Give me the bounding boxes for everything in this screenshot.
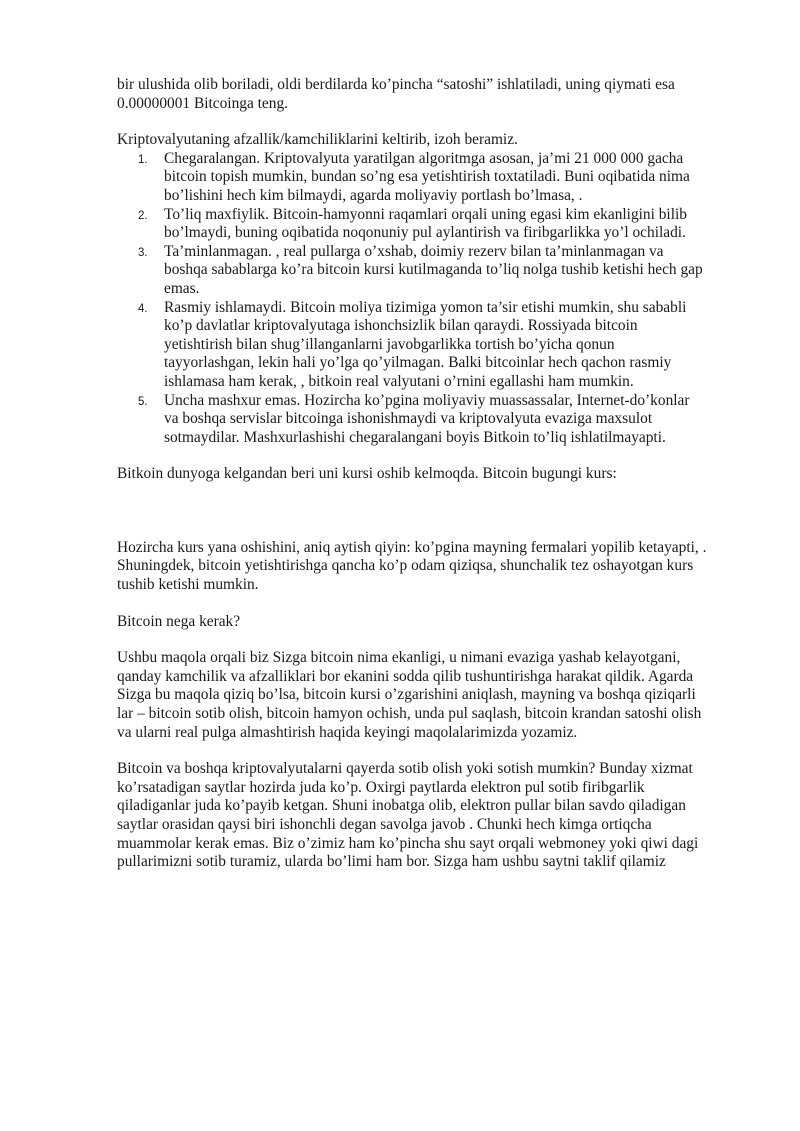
list-item-text: Chegaralangan. Kriptovalyuta yaratilgan algoritmga asosan, ja’mi 21 000 000 gacha bitcoin topish mumkin, bundan so’ng esa yetishtirish toxtatiladi. Buni oqibatida nima bo’lishini hech kim bilmaydi, agarda moliyaviy portlash bo’lmasa, . [164, 149, 690, 204]
list-number: 2. [138, 209, 148, 222]
where-to-buy-paragraph: Bitcoin va boshqa kriptovalyutalarni qayerda sotib olish yoki sotish mumkin? Bunday xizmat ko’rsatadigan saytlar hozirda juda ko’p. Oxirgi paytlarda elektron pul sotib firibgarlik qiladiganlar juda ko’payib ketgan. Shuni inobatga olib, elektron pullar bilan savdo qiladigan saytlar orasidan qaysi biri ishonchli degan savolga javob . Chunki hech kimga ortiqcha muammolar kerak emas. Biz o’zimiz ham ko’pincha shu sayt orqali webmoney yoki qiwi dagi pullarimizni sotib turamiz, ularda bo’limi ham bor. Sizga ham ushbu saytni taklif qilamiz [117, 760, 699, 871]
document-page [117, 76, 707, 872]
list-item [117, 150, 707, 206]
list-number: 4. [138, 302, 148, 315]
article-paragraph: Ushbu maqola orqali biz Sizga bitcoin nima ekanligi, u nimani evaziga yashab kelayotgani, qanday kamchilik va afzalliklari bor ekanini sodda qilib tushuntirishga harakat qildik. Agarda Sizga bu maqola qiziq bo’lsa, bitcoin kursi o’zgarishini aniqlash, mayning va boshqa qiziqarli lar – bitcoin sotib olish, bitcoin hamyon ochish, unda pul saqlash, bitcoin krandan satoshi olish va ularni real pulga almashtirish haqida keyingi maqolalarimizda yozamiz. [117, 649, 702, 741]
list-item-text: Rasmiy ishlamaydi. Bitcoin moliya tizimiga yomon ta’sir etishi mumkin, shu sababli ko’p davlatlar kriptovalyutaga ishonchsizlik bilan qaraydi. Rossiyada bitcoin yetishtirish bilan shug’illanganlarni javobgarlikka tortish bo’yicha qonun tayyorlashgan, lekin hali yo’lga qo’yilmagan. Balki bitcoinlar hech qachon rasmiy ishlamasa ham kerak, , bitkoin real valyutani o’rnini egallashi ham mumkin. [164, 298, 687, 390]
list-item-text: Ta’minlanmagan. , real pullarga o’xshab, doimiy rezerv bilan ta’minlanmagan va boshqa sabablarga ko’ra bitcoin kursi kutilmaganda to’liq nolga tushib ketishi hech gap emas. [164, 242, 703, 297]
list-number: 1. [138, 153, 148, 166]
list-item [117, 206, 707, 243]
list-item-text: To’liq maxfiylik. Bitcoin-hamyonni raqamlari orqali uning egasi kim ekanligini bilib bo’lmaydi, buning oqibatida noqonuniy pul aylantirish va firibgarlikka yo’l ochiladi. [164, 205, 687, 242]
list-item [117, 299, 707, 392]
list-item [117, 392, 707, 448]
intro-paragraph: bir ulushida olib boriladi, oldi berdilarda ko’pincha “satoshi” ishlatiladi, uning qiymati esa 0.00000001 Bitcoinga teng. [117, 76, 675, 112]
lead-paragraph: Kriptovalyutaning afzallik/kamchiliklarini keltirib, izoh beramiz. [117, 131, 518, 149]
list-item [117, 243, 707, 299]
list-number: 5. [138, 395, 148, 408]
course-paragraph: Bitkoin dunyoga kelgandan beri uni kursi oshib kelmoqda. Bitcoin bugungi kurs: [117, 465, 617, 483]
question-heading: Bitcoin nega kerak? [117, 612, 241, 630]
forecast-paragraph: Hozircha kurs yana oshishini, aniq aytish qiyin: ko’pgina mayning fermalari yopilib ketayapti, . Shuningdek, bitcoin yetishtirishga qancha ko’p odam qiziqsa, shunchalik tez oshayotgan kurs tushib ketishi mumkin. [117, 538, 707, 594]
pros-cons-list [117, 150, 707, 448]
list-item-text: Uncha mashxur emas. Hozircha ko’pgina moliyaviy muassassalar, Internet-do’konlar va boshqa servislar bitcoinga ishonishmaydi va kriptovalyuta evaziga maxsulot sotmaydilar. Mashxurlashishi chegaralangani boyis Bitkoin to’liq ishlatilmayapti. [164, 391, 690, 446]
list-number: 3. [138, 246, 148, 259]
